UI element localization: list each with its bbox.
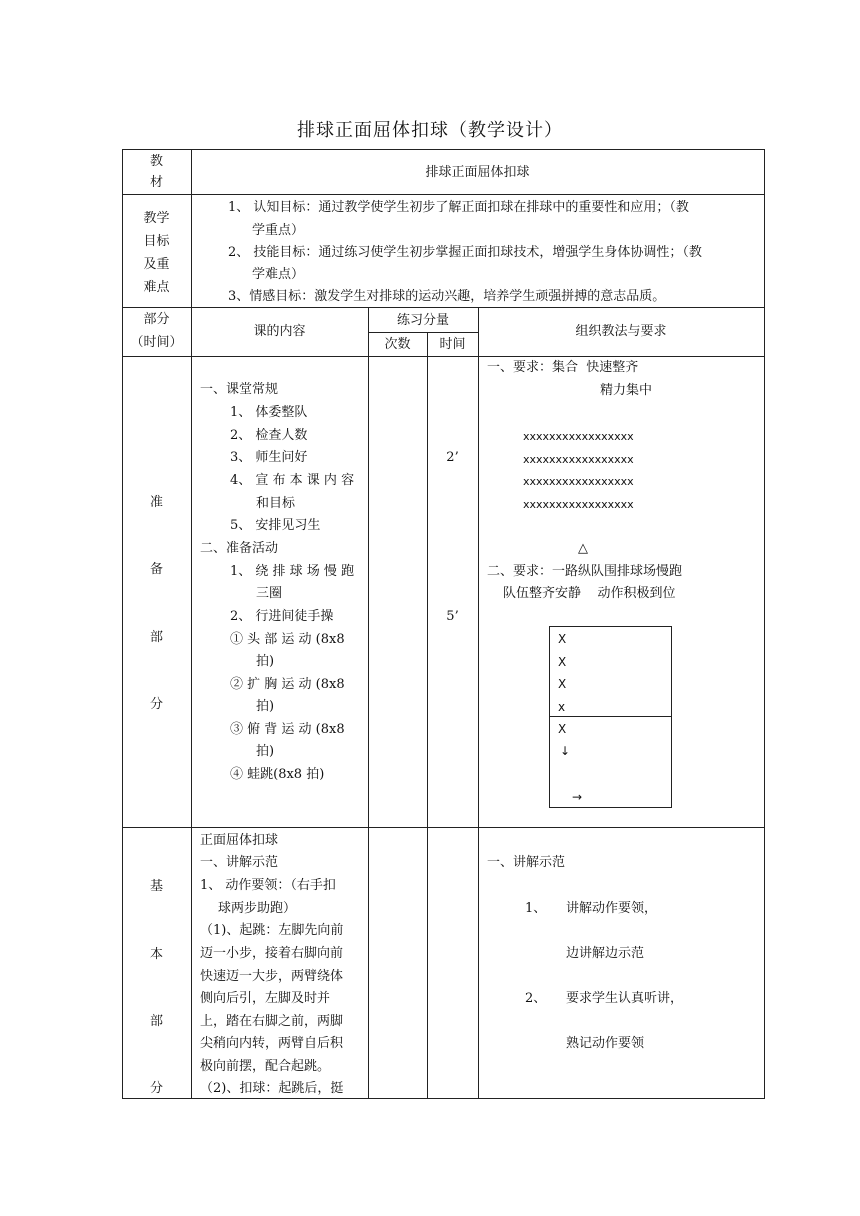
basic-side-2: 本 [149, 947, 163, 962]
formation-row: xxxxxxxxxxxxxxxxx [523, 475, 634, 488]
goals-label-4: 难点 [143, 280, 170, 295]
basic-side-3: 部 [149, 1014, 163, 1029]
basic-line: 极向前摆，配合起跳。 [200, 1059, 331, 1074]
player-mark: X [558, 677, 567, 691]
basic-method-2: 要求学生认真听讲， [566, 991, 684, 1006]
material-label-1: 教 [149, 154, 163, 169]
player-mark: X [558, 655, 567, 669]
basic-line: 侧向后引，左脚及时并 [200, 991, 331, 1006]
goals-label-2: 目标 [143, 234, 170, 249]
header-count: 次数 [384, 337, 411, 352]
material-label-2: 材 [149, 175, 163, 190]
formation-row: xxxxxxxxxxxxxxxxx [523, 453, 634, 466]
prep-line: ④ 蛙跳(8x8 拍) [230, 767, 325, 782]
prep-req-2b: 队伍整齐安静 动作积极到位 [503, 586, 676, 601]
basic-method-2b: 熟记动作要领 [566, 1036, 645, 1051]
basic-line: 正面屈体扣球 [200, 833, 279, 848]
basic-line: 1、 动作要领：（右手扣 [200, 878, 336, 893]
prep-req-1a: 一、要求：集合 快速整齐 [487, 360, 639, 375]
prep-line: ③ 俯 背 运 动 (8x8 [230, 722, 345, 737]
prep-time-2: 5’ [446, 609, 459, 624]
prep-line: 2、 检查人数 [230, 428, 308, 443]
goal-1-line-1: 1、 认知目标：通过教学使学生初步了解正面扣球在排球中的重要性和应用；（教 [228, 200, 689, 215]
prep-req-2a: 二、要求：一路纵队围排球场慢跑 [487, 564, 683, 579]
prep-req-1b: 精力集中 [600, 383, 653, 398]
goals-label-3: 及重 [143, 257, 170, 272]
court-diagram [549, 626, 672, 808]
arrow-right-icon: → [572, 790, 583, 804]
prep-line: 3、 师生问好 [230, 450, 308, 465]
prep-line: 和目标 [256, 496, 296, 511]
formation-row: xxxxxxxxxxxxxxxxx [523, 430, 634, 443]
basic-method-num-1: 1、 [525, 901, 547, 916]
prep-line: 二、准备活动 [200, 541, 279, 556]
prep-line: 一、课堂常规 [200, 382, 279, 397]
basic-method-head: 一、讲解示范 [487, 855, 566, 870]
player-mark: X [558, 632, 567, 646]
prep-line: 三圈 [256, 586, 283, 601]
prep-time-1: 2’ [446, 450, 459, 465]
prep-side-3: 部 [149, 630, 163, 645]
player-mark: x [558, 700, 566, 714]
court-midline [549, 716, 672, 717]
prep-line: 1、 体委整队 [230, 405, 308, 420]
basic-side-1: 基 [149, 879, 163, 894]
basic-line: 上，踏在右脚之前，两脚 [200, 1014, 344, 1029]
goal-1-line-2: 学重点） [252, 223, 305, 238]
basic-line: （1)、起跳：左脚先向前 [200, 923, 344, 938]
goal-2-line-1: 2、 技能目标：通过练习使学生初步掌握正面扣球技术，增强学生身体协调性；（教 [228, 245, 702, 260]
header-content: 课的内容 [253, 324, 306, 339]
prep-line: 5、 安排见习生 [230, 518, 321, 533]
prep-side-2: 备 [149, 562, 163, 577]
prep-line: 1、 绕 排 球 场 慢 跑 [230, 564, 355, 579]
prep-line: 拍) [256, 654, 275, 669]
basic-line: 迈一小步，接着右脚向前 [200, 946, 344, 961]
basic-method-num-2: 2、 [525, 991, 547, 1006]
prep-line: ① 头 部 运 动 (8x8 [230, 632, 345, 647]
header-time-paren: （时间） [130, 335, 183, 350]
teacher-triangle-icon: △ [578, 541, 588, 556]
basic-method-1b: 边讲解边示范 [566, 946, 645, 961]
prep-side-1: 准 [149, 495, 163, 510]
goal-2-line-2: 学难点） [252, 267, 305, 282]
formation-row: xxxxxxxxxxxxxxxxx [523, 498, 634, 511]
header-time: 时间 [439, 337, 466, 352]
prep-line: ② 扩 胸 运 动 (8x8 [230, 677, 345, 692]
header-method: 组织教法与要求 [575, 324, 667, 339]
prep-line: 拍) [256, 699, 275, 714]
basic-line: （2)、扣球：起跳后，挺 [200, 1081, 344, 1096]
basic-line: 尖稍向内转，两臂自后积 [200, 1036, 344, 1051]
material-value: 排球正面屈体扣球 [425, 165, 530, 180]
goals-label-1: 教学 [143, 211, 170, 226]
basic-method-1: 讲解动作要领， [566, 901, 658, 916]
prep-side-4: 分 [149, 697, 163, 712]
prep-line: 4、 宣 布 本 课 内 容 [230, 473, 355, 488]
prep-line: 拍) [256, 744, 275, 759]
basic-line: 一、讲解示范 [200, 855, 279, 870]
header-practice: 练习分量 [396, 313, 449, 328]
arrow-down-icon: ↓ [560, 744, 571, 758]
basic-line: 快速迈一大步，两臂绕体 [200, 969, 344, 984]
page-title: 排球正面屈体扣球（教学设计） [297, 120, 563, 141]
goal-3-line-1: 3、情感目标：激发学生对排球的运动兴趣，培养学生顽强拼搏的意志品质。 [228, 289, 666, 304]
header-part: 部分 [143, 312, 170, 327]
player-mark: X [558, 722, 567, 736]
basic-line: 球两步助跑） [218, 901, 297, 916]
prep-line: 2、 行进间徒手操 [230, 609, 334, 624]
basic-side-4: 分 [149, 1081, 163, 1096]
